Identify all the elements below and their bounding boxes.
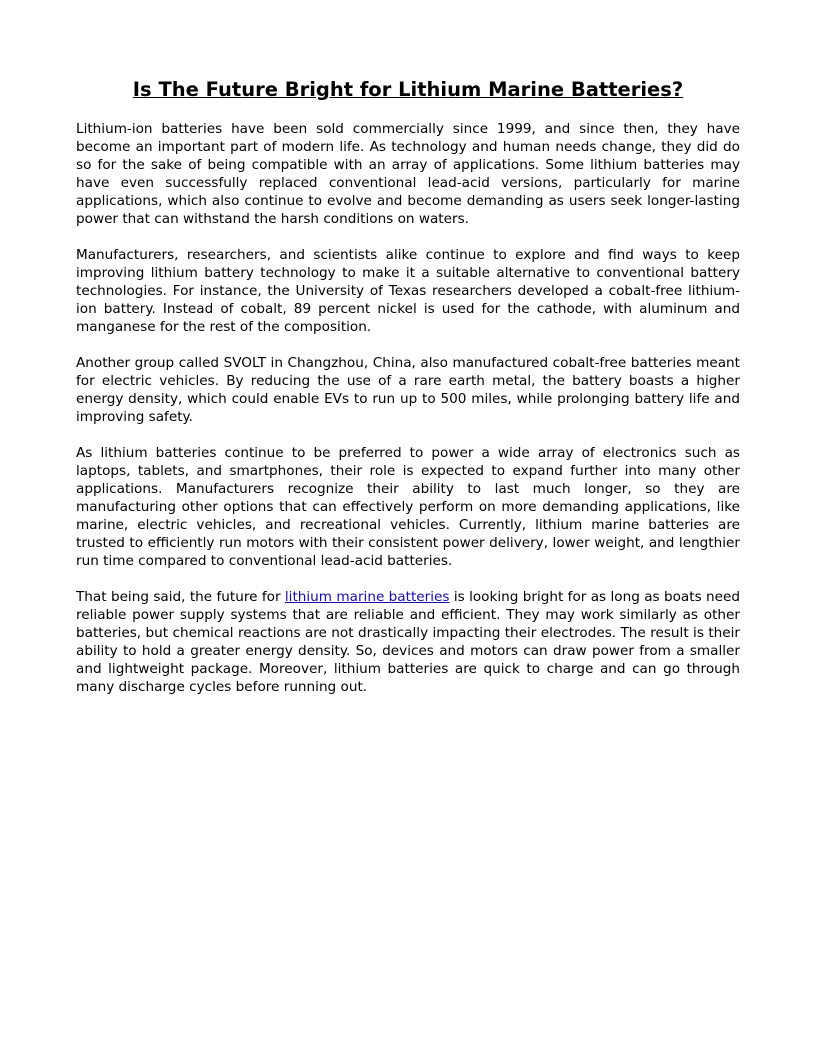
document-page	[76, 76, 740, 714]
page-title: Is The Future Bright for Lithium Marine Batteries?	[132, 78, 684, 101]
paragraph-3: Another group called SVOLT in Changzhou, China, also manufactured cobalt-free batteries meant for electric vehicles. By reducing the use of a rare earth metal, the battery boasts a higher energy density, which could enable EVs to run up to 500 miles, while prolonging battery life and improving safety.	[76, 355, 740, 425]
paragraph-5-start: That being said, the future for	[76, 589, 285, 605]
paragraph-1: Lithium-ion batteries have been sold commercially since 1999, and since then, they have become an important part of modern life. As technology and human needs change, they did do so for the sake of being compatible with an array of applications. Some lithium batteries may have even successfully replaced conventional lead-acid versions, particularly for marine applications, which also continue to evolve and become demanding as users seek longer-lasting power that can withstand the harsh conditions on waters.	[76, 121, 740, 227]
paragraph-2: Manufacturers, researchers, and scientists alike continue to explore and find ways to keep improving lithium battery technology to make it a suitable alternative to conventional battery technologies. For instance, the University of Texas researchers developed a cobalt-free lithium-ion battery. Instead of cobalt, 89 percent nickel is used for the cathode, with aluminum and manganese for the rest of the composition.	[76, 247, 740, 335]
paragraph-5-end: is looking bright for as long as boats need reliable power supply systems that are reliable and efficient. They may work similarly as other batteries, but chemical reactions are not drastically impacting their electrodes. The result is their ability to hold a greater energy density. So, devices and motors can draw power from a smaller and lightweight package. Moreover, lithium batteries are quick to charge and can go through many discharge cycles before running out.	[76, 589, 740, 695]
lithium-marine-batteries-link[interactable]: lithium marine batteries	[284, 589, 450, 605]
paragraph-4: As lithium batteries continue to be preferred to power a wide array of electronics such as laptops, tablets, and smartphones, their role is expected to expand further into many other applications. Manufacturers recognize their ability to last much longer, so they are manufacturing other options that can effectively perform on more demanding applications, like marine, electric vehicles, and recreational vehicles. Currently, lithium marine batteries are trusted to efficiently run motors with their consistent power delivery, lower weight, and lengthier run time compared to conventional lead-acid batteries.	[76, 445, 740, 569]
paragraph-5	[76, 588, 740, 696]
